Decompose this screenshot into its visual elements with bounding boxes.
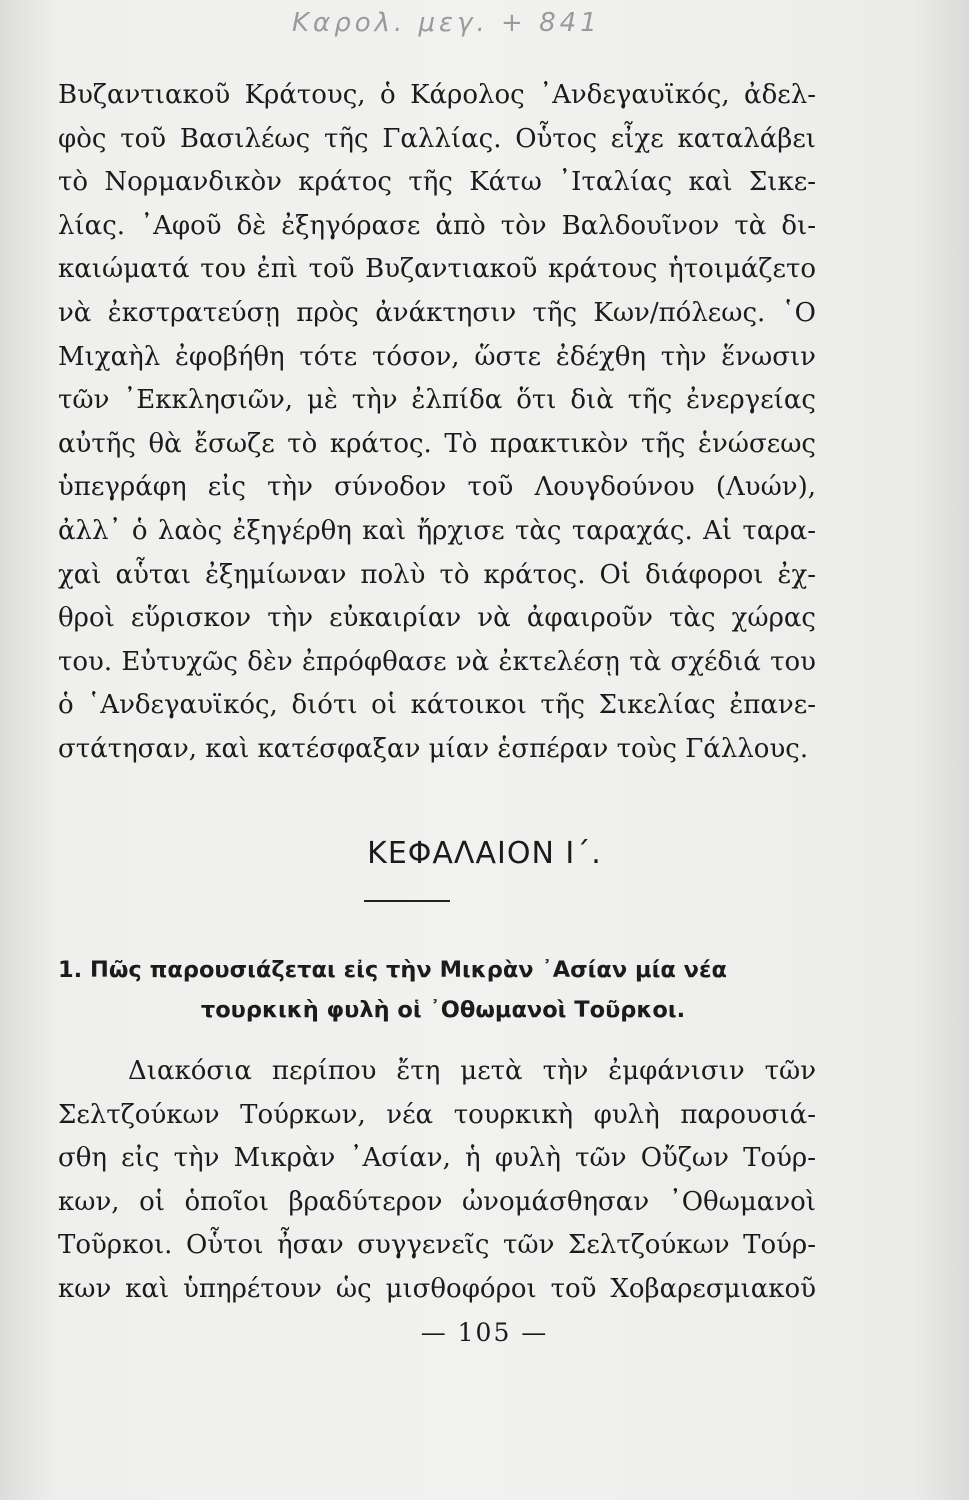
text-line: θροὶ εὕρισκον τὴν εὐκαιρίαν νὰ ἀφαιροῦν τὰς χώρας [58, 603, 816, 634]
paragraph-1 [58, 74, 816, 772]
text-line: καιώματά του ἐπὶ τοῦ Βυζαντιακοῦ κράτους ἡτοιμάζετο [58, 254, 816, 285]
text-line: ἀλλ᾽ ὁ λαὸς ἐξηγέρθη καὶ ἤρχισε τὰς ταραχάς. Αἱ ταρα- [58, 515, 816, 546]
section-heading-line-1: 1. Πῶς παρουσιάζεται εἰς τὴν Μικρὰν ᾽Ασίαν μία νέα [58, 957, 727, 983]
section-heading-line-2: τουρκικὴ φυλὴ οἱ ᾽Οθωμανοὶ Τοῦρκοι. [200, 997, 686, 1023]
section-heading [58, 950, 818, 1030]
chapter-heading: ΚΕΦΑΛΑΙΟΝ Ι΄. [367, 836, 602, 871]
text-line: φὸς τοῦ Βασιλέως τῆς Γαλλίας. Οὗτος εἶχε καταλάβει [58, 123, 816, 154]
page-number: — 105 — [420, 1318, 549, 1347]
handwritten-note: Καρολ. μεγ. + 841 [292, 8, 601, 38]
text-line: λίας. ᾽Αφοῦ δὲ ἐξηγόρασε ἀπὸ τὸν Βαλδουῖνον τὰ δι- [58, 210, 816, 241]
paragraph-2 [58, 1050, 816, 1312]
text-line: Βυζαντιακοῦ Κράτους, ὁ Κάρολος ᾽Ανδεγαυϊκός, ἀδελ- [58, 80, 816, 110]
divider-rule [364, 900, 450, 902]
text-line: Σελτζούκων Τούρκων, νέα τουρκικὴ φυλὴ παρουσιά- [58, 1099, 816, 1130]
text-line: κων καὶ ὑπηρέτουν ὡς μισθοφόροι τοῦ Χοβαρεσμιακοῦ [58, 1273, 816, 1304]
text-line: σθη εἰς τὴν Μικρὰν ᾽Ασίαν, ἡ φυλὴ τῶν Οὔζων Τούρ- [58, 1143, 816, 1174]
text-line: Διακόσια περίπου ἔτη μετὰ τὴν ἐμφάνισιν τῶν [128, 1056, 816, 1086]
text-line: στάτησαν, καὶ κατέσφαξαν μίαν ἑσπέραν τοὺς Γάλλους. [58, 733, 809, 764]
text-line: κων, οἱ ὁποῖοι βραδύτερον ὠνομάσθησαν ᾽Οθωμανοὶ [58, 1186, 816, 1217]
text-line: τῶν ᾽Εκκλησιῶν, μὲ τὴν ἐλπίδα ὅτι διὰ τῆς ἐνεργείας [58, 385, 816, 416]
text-line: τὸ Νορμανδικὸν κράτος τῆς Κάτω ᾽Ιταλίας καὶ Σικε- [58, 167, 816, 198]
text-line: αὐτῆς θὰ ἔσωζε τὸ κράτος. Τὸ πρακτικὸν τῆς ἑνώσεως [58, 428, 816, 459]
text-line: ὑπεγράφη εἰς τὴν σύνοδον τοῦ Λουγδούνου (Λυών), [58, 472, 816, 503]
text-line: Τοῦρκοι. Οὗτοι ἦσαν συγγενεῖς τῶν Σελτζούκων Τούρ- [58, 1230, 816, 1261]
text-line: ὁ ῾Ανδεγαυϊκός, διότι οἱ κάτοικοι τῆς Σικελίας ἐπανε- [58, 690, 816, 721]
text-line: του. Εὐτυχῶς δὲν ἐπρόφθασε νὰ ἐκτελέσῃ τὰ σχέδιά του [58, 646, 816, 677]
text-line: νὰ ἐκστρατεύσῃ πρὸς ἀνάκτησιν τῆς Κων/πόλεως. ῾Ο [58, 297, 816, 328]
text-line: Μιχαὴλ ἐφοβήθη τότε τόσον, ὥστε ἐδέχθη τὴν ἕνωσιν [58, 341, 816, 372]
text-line: χαὶ αὗται ἐξημίωναν πολὺ τὸ κράτος. Οἱ διάφοροι ἐχ- [58, 559, 816, 590]
